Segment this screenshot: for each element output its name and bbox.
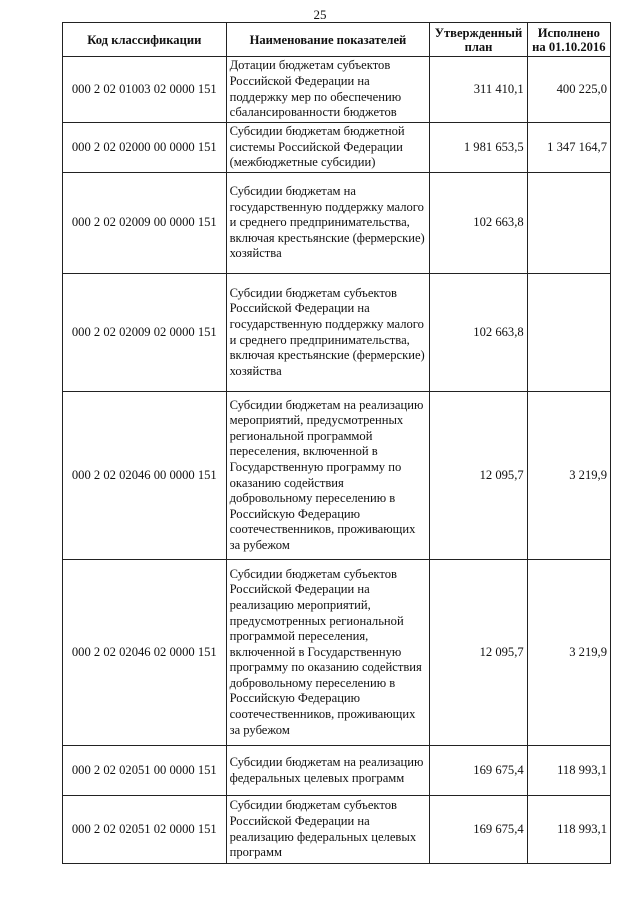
table-row [63, 57, 611, 123]
table-row [63, 173, 611, 274]
row-name: Субсидии бюджетам субъектов Российской Федерации на государственную поддержку малого и среднего предпринимательства, включая крестьянские (фермерские) хозяйства [226, 274, 430, 392]
row-code: 000 2 02 02051 00 0000 151 [63, 746, 227, 796]
row-plan: 12 095,7 [430, 560, 527, 746]
row-plan: 1 981 653,5 [430, 123, 527, 173]
row-name: Субсидии бюджетам субъектов Российской Федерации на реализацию мероприятий, предусмотренных региональной программой переселения, включенной в Государственную программу по оказанию содействия добровольному переселению в Российскую Федерацию соотечественников, проживающих за рубежом [226, 560, 430, 746]
row-code: 000 2 02 02009 00 0000 151 [63, 173, 227, 274]
table-row [63, 746, 611, 796]
row-name: Субсидии бюджетам бюджетной системы Российской Федерации (межбюджетные субсидии) [226, 123, 430, 173]
table-header-row [63, 23, 611, 57]
table-row [63, 123, 611, 173]
header-plan: Утвержденный план [430, 23, 527, 57]
row-code: 000 2 02 02046 02 0000 151 [63, 560, 227, 746]
row-plan: 169 675,4 [430, 796, 527, 864]
row-code: 000 2 02 02000 00 0000 151 [63, 123, 227, 173]
row-name: Субсидии бюджетам на реализацию федеральных целевых программ [226, 746, 430, 796]
row-done [527, 173, 610, 274]
row-plan: 311 410,1 [430, 57, 527, 123]
header-code: Код классификации [63, 23, 227, 57]
row-name: Субсидии бюджетам субъектов Российской Федерации на реализацию федеральных целевых программ [226, 796, 430, 864]
table-row [63, 274, 611, 392]
header-done: Исполнено на 01.10.2016 [527, 23, 610, 57]
row-done [527, 274, 610, 392]
row-done: 1 347 164,7 [527, 123, 610, 173]
row-code: 000 2 02 02051 02 0000 151 [63, 796, 227, 864]
table-row [63, 392, 611, 560]
row-name: Субсидии бюджетам на государственную поддержку малого и среднего предпринимательства, включая крестьянские (фермерские) хозяйства [226, 173, 430, 274]
row-plan: 12 095,7 [430, 392, 527, 560]
row-done: 118 993,1 [527, 796, 610, 864]
row-plan: 102 663,8 [430, 173, 527, 274]
row-name: Субсидии бюджетам на реализацию мероприятий, предусмотренных региональной программой переселения, включенной в Государственную программу по оказанию содействия добровольному переселению в Российскую Федерацию соотечественников, проживающих за рубежом [226, 392, 430, 560]
row-code: 000 2 02 02046 00 0000 151 [63, 392, 227, 560]
row-code: 000 2 02 02009 02 0000 151 [63, 274, 227, 392]
row-name: Дотации бюджетам субъектов Российской Федерации на поддержку мер по обеспечению сбалансированности бюджетов [226, 57, 430, 123]
table-row [63, 796, 611, 864]
budget-table [62, 22, 611, 864]
row-done: 400 225,0 [527, 57, 610, 123]
row-plan: 102 663,8 [430, 274, 527, 392]
row-done: 3 219,9 [527, 560, 610, 746]
row-done: 3 219,9 [527, 392, 610, 560]
table-row [63, 560, 611, 746]
page-number: 25 [313, 7, 327, 22]
row-done: 118 993,1 [527, 746, 610, 796]
row-code: 000 2 02 01003 02 0000 151 [63, 57, 227, 123]
header-name: Наименование показателей [226, 23, 430, 57]
row-plan: 169 675,4 [430, 746, 527, 796]
